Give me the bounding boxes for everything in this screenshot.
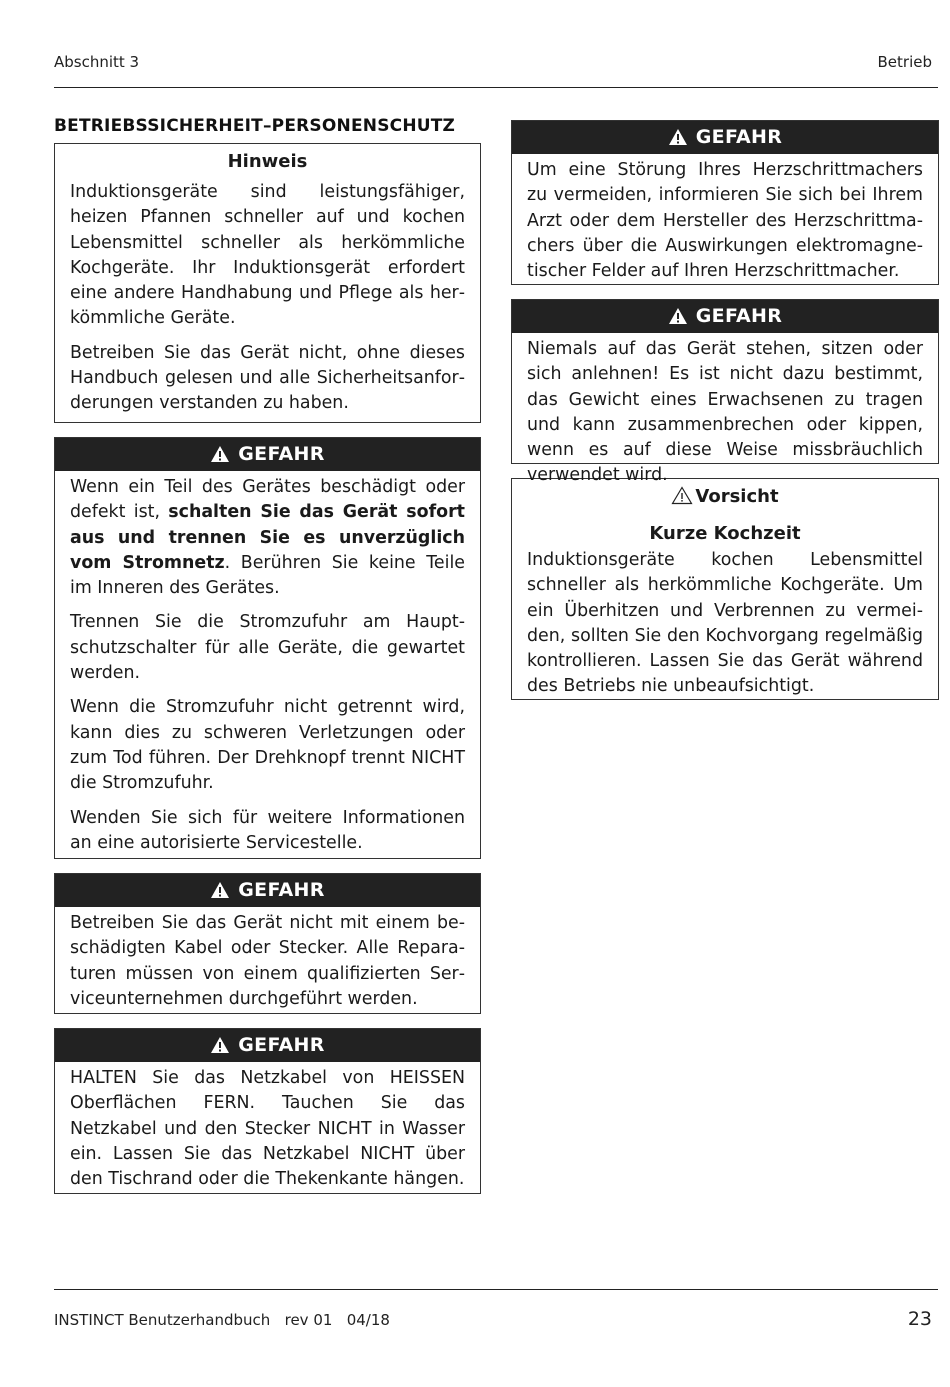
left-column — [54, 116, 481, 1208]
danger-paragraph: Wenden Sie sich für weitere Informationen an eine autorisierte Servicestelle. — [70, 807, 465, 853]
danger-paragraph: Niemals auf das Gerät stehen, sitzen oder sich anlehnen! Es ist nicht dazu bestimmt, das Gewicht eines Erwachsenen zu tragen und kann zusammenbrechen oder kippen, wenn es auf diese Weise missbräuchlich verwendet wird. — [527, 339, 923, 486]
danger-paragraph: Wenn die Stromzufuhr nicht getrennt wird, kann dies zu schweren Verletzungen oder zum Tod führen. Der Drehknopf trennt NICHT die Stromzufuhr. — [70, 697, 465, 794]
danger-title: GEFAHR — [238, 443, 325, 465]
footer-rule — [54, 1289, 938, 1290]
caution-title: Vorsicht — [695, 486, 779, 507]
danger-box — [511, 299, 939, 486]
footer-manual: INSTINCT Benutzerhandbuch rev 01 04/18 — [54, 1311, 390, 1329]
danger-banner — [55, 874, 480, 907]
danger-banner — [512, 300, 938, 333]
section-title: BETRIEBSSICHERHEIT–PERSONENSCHUTZ — [54, 116, 456, 136]
danger-paragraph: Betreiben Sie das Gerät nicht mit einem beschädigten Kabel oder Stecker. Alle Reparaturen müssen von einem qualifizierten Serviceunternehmen durchgeführt werden. — [70, 913, 465, 1009]
danger-title: GEFAHR — [238, 879, 325, 901]
danger-paragraph: HALTEN Sie das Netzkabel von HEISSEN Oberflächen FERN. Tauchen Sie das Netzkabel und den Stecker NICHT in Wasser ein. Lassen Sie das Netzkabel NICHT über den Tischrand oder die Thekenkante hängen. — [70, 1068, 465, 1190]
danger-text: Wenn ein Teil des Gerätes beschädigt oder defekt ist, — [70, 477, 465, 523]
right-column — [511, 120, 939, 714]
warning-triangle-icon — [210, 877, 230, 910]
danger-box — [511, 120, 939, 285]
danger-text: . Berühren Sie keine Teile im Inneren des Gerätes. — [70, 552, 465, 599]
danger-banner — [55, 438, 480, 471]
danger-paragraph: Trennen Sie die Stromzufuhr am Hauptschutzschalter für alle Geräte, die gewartet werden. — [70, 612, 465, 684]
header-topic: Betrieb — [877, 53, 932, 71]
header-section: Abschnitt 3 — [54, 53, 140, 71]
caution-subtitle: Kurze Kochzeit — [649, 523, 801, 544]
danger-box — [54, 1028, 481, 1194]
danger-emphasis: schalten Sie das Gerät sofort aus und trennen Sie es unverzüglich vom Stromnetz — [70, 502, 465, 573]
warning-triangle-outline-icon — [671, 486, 693, 512]
warning-triangle-icon — [210, 1032, 230, 1065]
danger-box — [54, 873, 481, 1014]
page-number: 23 — [907, 1308, 932, 1330]
warning-triangle-icon — [668, 124, 688, 157]
danger-paragraph — [70, 475, 465, 601]
notice-box — [54, 143, 481, 423]
danger-box — [54, 437, 481, 859]
warning-triangle-icon — [668, 303, 688, 336]
danger-paragraph: Um eine Störung Ihres Herzschrittmachers zu vermeiden, informieren Sie sich bei Ihrem Arzt oder dem Hersteller des Herzschrittmachers über die Auswirkungen elektromagnetischer Felder auf Ihren Herzschrittmacher. — [527, 160, 923, 282]
warning-triangle-icon — [210, 441, 230, 474]
notice-title: Hinweis — [227, 151, 308, 172]
caution-paragraph: Induktionsgeräte kochen Lebensmittel schneller als herkömmliche Kochgeräte. Um ein Überhitzen und Verbrennen zu vermeiden, sollten Sie den Kochvorgang regelmäßig kontrollieren. Lassen Sie das Gerät während des Betriebs nie unbeaufsichtigt. — [527, 550, 923, 697]
notice-paragraph: Induktionsgeräte sind leistungsfähiger, heizen Pfannen schneller auf und kochen Lebensmittel schneller als herkömmliche Kochgeräte. Ihr Induktionsgerät erfordert eine andere Handhabung und Pflege als herkömmliche Geräte. — [70, 182, 465, 329]
danger-banner — [55, 1029, 480, 1062]
notice-paragraph: Betreiben Sie das Gerät nicht, ohne dieses Handbuch gelesen und alle Sicherheitsanforderungen verstanden zu haben. — [70, 342, 465, 414]
header-rule — [54, 87, 938, 88]
danger-banner — [512, 121, 938, 154]
danger-title: GEFAHR — [238, 1034, 325, 1056]
danger-title: GEFAHR — [695, 305, 783, 327]
caution-box — [511, 478, 939, 700]
danger-title: GEFAHR — [695, 126, 783, 148]
